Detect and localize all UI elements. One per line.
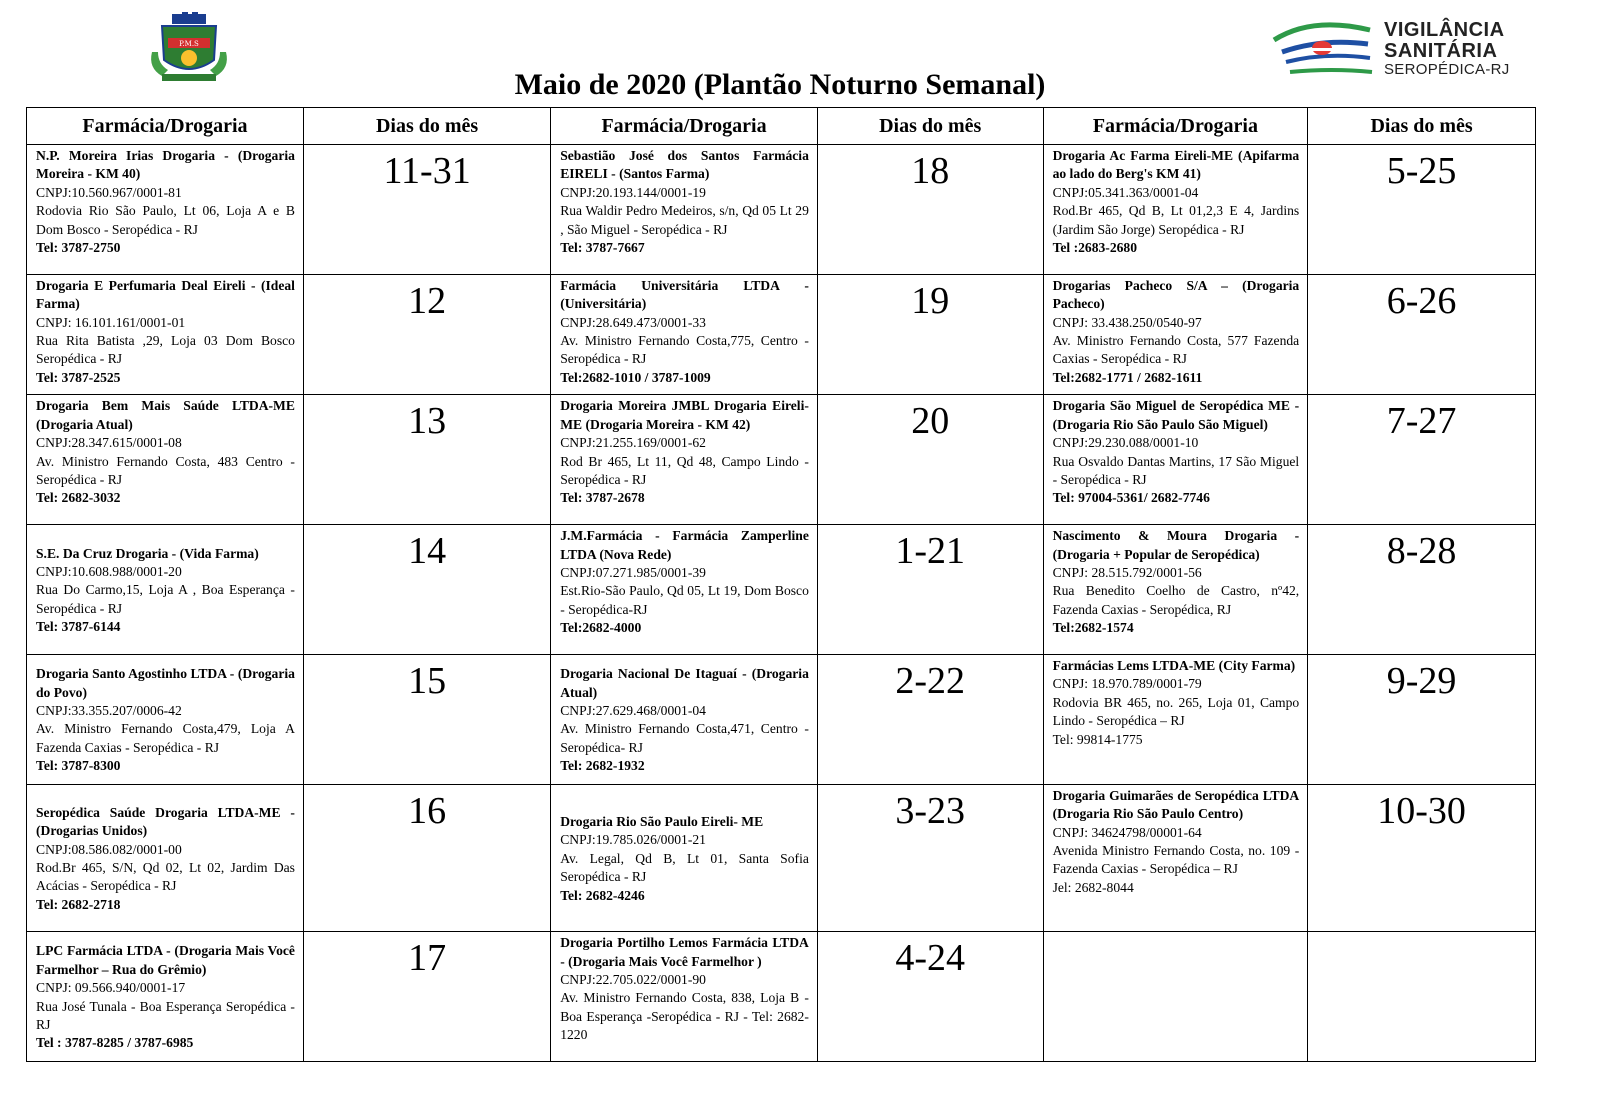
pharmacy-cnpj: CNPJ: 18.970.789/0001-79 (1052, 676, 1202, 692)
pharmacy-name: Drogaria Guimarães de Seropédica LTDA (Drogaria Rio São Paulo Centro) (1052, 787, 1300, 822)
pharmacy-phone: Tel: 2682-1932 (560, 758, 645, 774)
duty-days: 2-22 (895, 659, 966, 702)
pharmacy-cell (27, 784, 304, 931)
pharmacy-phone: Tel: 99814-1775 (1052, 731, 1143, 747)
duty-days-cell (303, 274, 550, 395)
table-row (27, 395, 1536, 525)
duty-days: 19 (911, 279, 950, 322)
pharmacy-phone: Tel: 97004-5361/ 2682-7746 (1052, 490, 1210, 506)
pharmacy-cell (551, 145, 818, 275)
pharmacy-cnpj: CNPJ:05.341.363/0001-04 (1052, 184, 1199, 200)
duty-days: 8-28 (1386, 530, 1457, 573)
pharmacy-cnpj: CNPJ:28.649.473/0001-33 (560, 314, 706, 330)
duty-days-cell (1308, 525, 1536, 655)
pharmacy-phone: Tel: 2682-4246 (560, 887, 645, 903)
pharmacy-cell (551, 525, 818, 655)
pharmacy-name: LPC Farmácia LTDA - (Drogaria Mais Você Farmelhor – Rua do Grêmio) (36, 943, 295, 977)
pharmacy-name: Drogaria Portilho Lemos Farmácia LTDA - (Drogaria Mais Você Farmelhor ) (560, 935, 809, 969)
pharmacy-name: Seropédica Saúde Drogaria LTDA-ME - (Drogarias Unidos) (36, 804, 295, 839)
on-duty-schedule-table (26, 107, 1536, 1062)
pharmacy-cnpj: CNPJ: 09.566.940/0001-17 (36, 980, 186, 996)
duty-days-cell (817, 525, 1043, 655)
pharmacy-address: Rua José Tunala - Boa Esperança Seropédica - RJ (36, 998, 295, 1032)
pharmacy-address: Rod.Br 465, Qd B, Lt 01,2,3 E 4, Jardins (Jardim São Jorge) Seropédica - RJ (1052, 203, 1300, 237)
pharmacy-cell (1043, 932, 1308, 1062)
duty-days: 3-23 (895, 789, 966, 832)
pharmacy-address: Avenida Ministro Fernando Costa, no. 109 - Fazenda Caxias - Seropédica – RJ (1052, 843, 1300, 877)
pharmacy-phone: Tel: 2682-3032 (36, 490, 121, 506)
duty-days-cell (303, 932, 550, 1062)
pharmacy-cell (1043, 784, 1308, 931)
duty-days-cell (817, 932, 1043, 1062)
pharmacy-name: Drogarias Pacheco S/A – (Drogaria Pacheco) (1052, 277, 1300, 312)
table-row (27, 932, 1536, 1062)
pharmacy-phone: Tel : 3787-8285 / 3787-6985 (36, 1035, 194, 1051)
pharmacy-cell (1043, 274, 1308, 395)
pharmacy-cell (551, 784, 818, 931)
pharmacy-phone: Tel: 3787-2750 (36, 240, 121, 256)
pharmacy-name: J.M.Farmácia - Farmácia Zamperline LTDA (Nova Rede) (560, 528, 809, 562)
duty-days: 13 (408, 400, 447, 443)
duty-days: 7-27 (1386, 400, 1457, 443)
pharmacy-address: Av. Ministro Fernando Costa, 577 Fazenda Caxias - Seropédica - RJ (1052, 333, 1300, 367)
pharmacy-cnpj: CNPJ:22.705.022/0001-90 (560, 971, 706, 987)
duty-days-cell (303, 654, 550, 784)
pharmacy-name: Sebastião José dos Santos Farmácia EIRELI - (Santos Farma) (560, 148, 809, 182)
duty-days: 14 (408, 530, 447, 573)
duty-days: 4-24 (895, 937, 966, 980)
pharmacy-phone: Tel: 3787-6144 (36, 619, 121, 635)
pharmacy-name: Drogaria Ac Farma Eireli-ME (Apifarma ao lado do Berg's KM 41) (1052, 148, 1300, 182)
pharmacy-name: Drogaria Rio São Paulo Eireli- ME (560, 813, 764, 829)
pharmacy-cnpj: CNPJ:27.629.468/0001-04 (560, 702, 706, 718)
pharmacy-cnpj: CNPJ:19.785.026/0001-21 (560, 832, 706, 848)
pharmacy-cell (27, 145, 304, 275)
duty-days-cell (1308, 145, 1536, 275)
pharmacy-cell (551, 654, 818, 784)
pharmacy-address: Rua Do Carmo,15, Loja A , Boa Esperança - Seropédica - RJ (36, 582, 295, 616)
pharmacy-name: N.P. Moreira Irias Drogaria - (Drogaria Moreira - KM 40) (36, 148, 295, 182)
table-row (27, 784, 1536, 931)
duty-days-cell (1308, 784, 1536, 931)
pharmacy-cell (551, 274, 818, 395)
logo-line3: SEROPÉDICA-RJ (1384, 61, 1510, 78)
pharmacy-cell (27, 525, 304, 655)
pharmacy-phone: Tel: 3787-7667 (560, 240, 645, 256)
pharmacy-address: Av. Ministro Fernando Costa, 838, Loja B - Boa Esperança -Seropédica - RJ - Tel: 2682-1220 (560, 990, 809, 1043)
table-row (27, 525, 1536, 655)
pharmacy-name: Drogaria Moreira JMBL Drogaria Eireli-ME (Drogaria Moreira - KM 42) (560, 398, 809, 432)
pharmacy-cell (551, 932, 818, 1062)
duty-days-cell (817, 654, 1043, 784)
pharmacy-cell (551, 395, 818, 525)
column-header-pharmacy: Farmácia/Drogaria (1043, 108, 1308, 145)
svg-text:P.M.S: P.M.S (179, 40, 199, 48)
duty-days: 5-25 (1386, 150, 1457, 192)
table-row (27, 145, 1536, 275)
pharmacy-cnpj: CNPJ:10.560.967/0001-81 (36, 184, 182, 200)
column-header-days: Dias do mês (303, 108, 550, 145)
duty-days-cell (303, 525, 550, 655)
pharmacy-cnpj: CNPJ:10.608.988/0001-20 (36, 563, 182, 579)
table-header-row (27, 108, 1536, 145)
pharmacy-address: Av. Legal, Qd B, Lt 01, Santa Sofia Seropédica - RJ (560, 850, 809, 885)
duty-days: 6-26 (1386, 279, 1457, 322)
pharmacy-name: Nascimento & Moura Drogaria - (Drogaria + Popular de Seropédica) (1052, 528, 1300, 562)
column-header-days: Dias do mês (1308, 108, 1536, 145)
pharmacy-address: Av. Ministro Fernando Costa, 483 Centro - Seropédica - RJ (36, 453, 295, 487)
pharmacy-address: Av. Ministro Fernando Costa,471, Centro - Seropédica- RJ (560, 721, 809, 755)
duty-days-cell (1308, 274, 1536, 395)
pharmacy-phone: Tel: 3787-2525 (36, 369, 121, 385)
duty-days: 1-21 (895, 530, 966, 573)
pharmacy-phone: Tel: 3787-8300 (36, 758, 121, 774)
pharmacy-address: Rua Osvaldo Dantas Martins, 17 São Miguel - Seropédica - RJ (1052, 453, 1300, 487)
pharmacy-cnpj: CNPJ: 34624798/00001-64 (1052, 824, 1202, 840)
pharmacy-phone: Tel: 3787-2678 (560, 490, 645, 506)
pharmacy-cnpj: CNPJ: 28.515.792/0001-56 (1052, 564, 1202, 580)
duty-days: 15 (408, 659, 447, 702)
duty-days: 18 (911, 150, 950, 192)
duty-days-cell (817, 395, 1043, 525)
table-row (27, 274, 1536, 395)
pharmacy-cell (27, 932, 304, 1062)
pharmacy-cnpj: CNPJ:08.586.082/0001-00 (36, 841, 182, 857)
pharmacy-address: Rodovia BR 465, no. 265, Loja 01, Campo Lindo - Seropédica – RJ (1052, 694, 1300, 729)
pharmacy-name: Drogaria E Perfumaria Deal Eireli - (Ideal Farma) (36, 277, 295, 312)
pharmacy-cell (1043, 145, 1308, 275)
duty-days-cell (1308, 654, 1536, 784)
pharmacy-name: Drogaria Santo Agostinho LTDA - (Drogaria do Povo) (36, 666, 295, 700)
pharmacy-address: Est.Rio-São Paulo, Qd 05, Lt 19, Dom Bosco - Seropédica-RJ (560, 583, 809, 617)
pharmacy-cell (1043, 654, 1308, 784)
pharmacy-address: Av. Ministro Fernando Costa,479, Loja A Fazenda Caxias - Seropédica - RJ (36, 721, 295, 755)
duty-days: 10-30 (1377, 789, 1466, 832)
duty-days-cell (1308, 395, 1536, 525)
duty-days-cell (817, 784, 1043, 931)
duty-days-cell (303, 395, 550, 525)
pharmacy-cnpj: CNPJ:29.230.088/0001-10 (1052, 435, 1199, 451)
pharmacy-phone: Tel:2682-1771 / 2682-1611 (1052, 369, 1203, 385)
pharmacy-cnpj: CNPJ:20.193.144/0001-19 (560, 184, 706, 200)
pharmacy-phone: Tel:2682-4000 (560, 620, 642, 636)
pharmacy-address: Rod Br 465, Lt 11, Qd 48, Campo Lindo - Seropédica - RJ (560, 453, 809, 487)
pharmacy-address: Av. Ministro Fernando Costa,775, Centro - Seropédica - RJ (560, 333, 809, 367)
pharmacy-address: Rua Waldir Pedro Medeiros, s/n, Qd 05 Lt 29 , São Miguel - Seropédica - RJ (560, 203, 809, 237)
duty-days: 17 (408, 937, 447, 980)
duty-days: 20 (911, 400, 950, 443)
table-row (27, 654, 1536, 784)
pharmacy-name: Drogaria Nacional De Itaguaí - (Drogaria Atual) (560, 666, 809, 700)
duty-days-cell (817, 145, 1043, 275)
logo-line2: SANITÁRIA (1384, 40, 1498, 62)
column-header-pharmacy: Farmácia/Drogaria (27, 108, 304, 145)
pharmacy-name: Drogaria Bem Mais Saúde LTDA-ME (Drogaria Atual) (36, 398, 295, 432)
pharmacy-cnpj: CNPJ:07.271.985/0001-39 (560, 564, 706, 580)
duty-days-cell (303, 145, 550, 275)
duty-days: 11-31 (383, 150, 471, 192)
duty-days: 16 (408, 789, 447, 832)
pharmacy-cell (27, 274, 304, 395)
pharmacy-cnpj: CNPJ:21.255.169/0001-62 (560, 435, 706, 451)
pharmacy-cnpj: CNPJ: 33.438.250/0540-97 (1052, 314, 1202, 330)
duty-days-cell (817, 274, 1043, 395)
pharmacy-cell (27, 654, 304, 784)
pharmacy-address: Rua Benedito Coelho de Castro, nº42, Fazenda Caxias - Seropédica, RJ (1052, 583, 1300, 617)
pharmacy-cnpj: CNPJ: 16.101.161/0001-01 (36, 314, 186, 330)
pharmacy-address: Rua Rita Batista ,29, Loja 03 Dom Bosco Seropédica - RJ (36, 333, 295, 367)
pharmacy-phone: Tel:2682-1574 (1052, 620, 1134, 636)
pharmacy-cell (27, 395, 304, 525)
pharmacy-name: Drogaria São Miguel de Seropédica ME - (Drogaria Rio São Paulo São Miguel) (1052, 398, 1300, 432)
pharmacy-phone: Tel: 2682-2718 (36, 896, 121, 912)
pharmacy-address: Rod.Br 465, S/N, Qd 02, Lt 02, Jardim Das Acácias - Seropédica - RJ (36, 859, 295, 894)
duty-days-cell (1308, 932, 1536, 1062)
duty-days-cell (303, 784, 550, 931)
column-header-pharmacy: Farmácia/Drogaria (551, 108, 818, 145)
pharmacy-name: Farmácias Lems LTDA-ME (City Farma) (1052, 657, 1296, 673)
column-header-days: Dias do mês (817, 108, 1043, 145)
pharmacy-phone: Tel:2682-1010 / 3787-1009 (560, 369, 711, 385)
pharmacy-name: S.E. Da Cruz Drogaria - (Vida Farma) (36, 545, 259, 561)
pharmacy-cnpj: CNPJ:33.355.207/0006-42 (36, 702, 182, 718)
pharmacy-address: Rodovia Rio São Paulo, Lt 06, Loja A e B Dom Bosco - Seropédica - RJ (36, 203, 295, 237)
page-title: Maio de 2020 (Plantão Noturno Semanal) (514, 68, 1046, 101)
pharmacy-name: Farmácia Universitária LTDA - (Universitária) (560, 277, 809, 312)
pharmacy-phone: Jel: 2682-8044 (1052, 879, 1134, 895)
logo-line1: VIGILÂNCIA (1384, 19, 1505, 41)
pharmacy-phone: Tel :2683-2680 (1052, 240, 1138, 256)
duty-days: 12 (408, 279, 447, 322)
duty-days: 9-29 (1386, 659, 1457, 702)
pharmacy-cnpj: CNPJ:28.347.615/0001-08 (36, 435, 182, 451)
pharmacy-cell (1043, 525, 1308, 655)
pharmacy-cell (1043, 395, 1308, 525)
